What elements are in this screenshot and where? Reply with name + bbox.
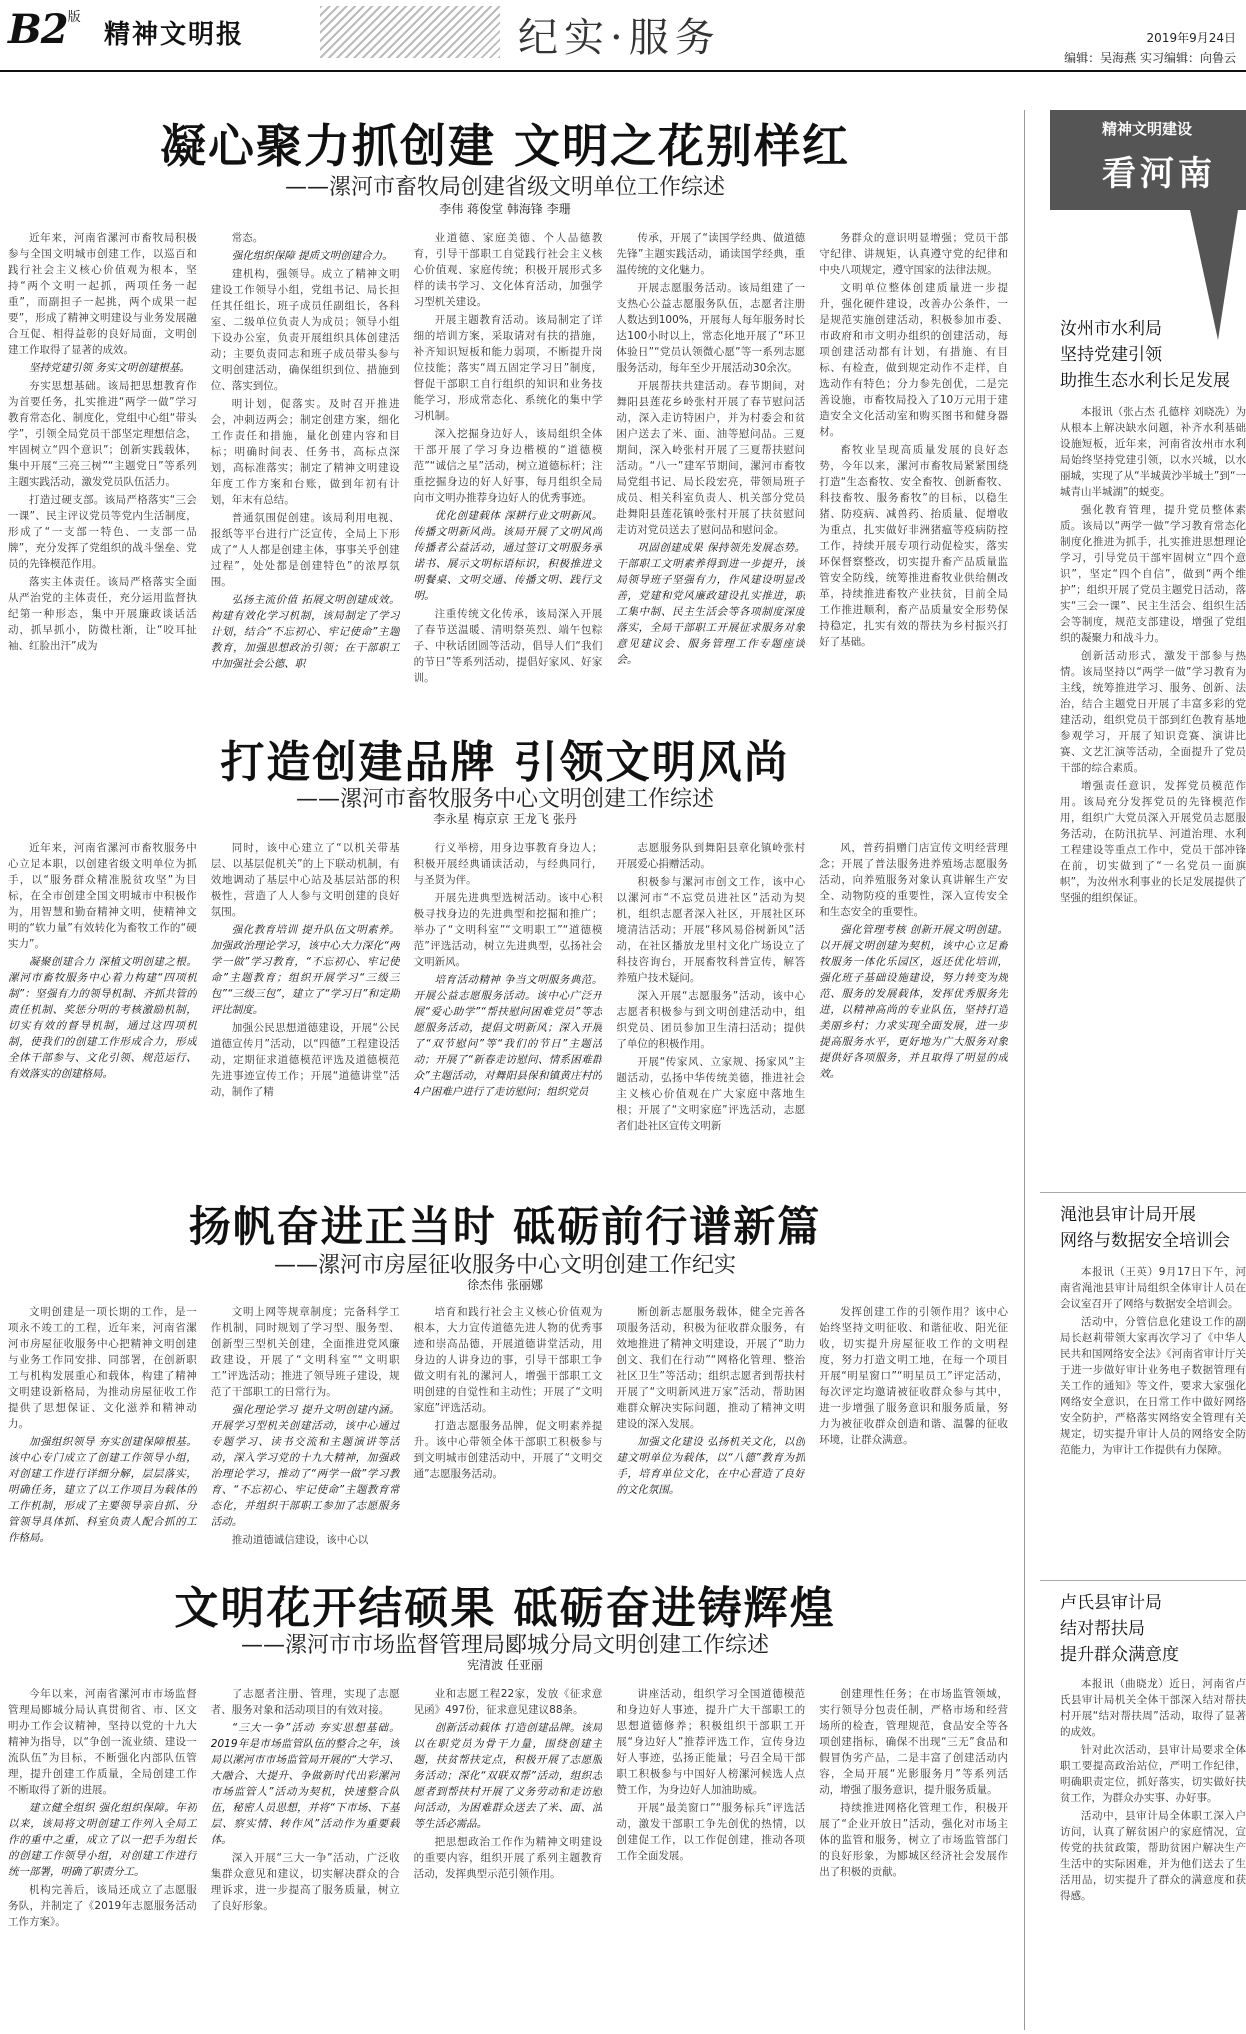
sidebar-divider <box>1024 110 1025 2030</box>
article-column: 断创新志愿服务载体，健全完善各项服务活动，积极为征收群众服务，有效地推进了精神文明建设，开展了“助力创文、我们在行动”“网格化管理、整治社区卫生”等活动；组织志愿者到帮扶村开展了“文明新风进万家”活动，帮助困难群众解决实际问题，推动了精神文明建设的深入发展。 加强文化建设 弘扬机关文化，以创建文明单位为载体，以“八德”教育为抓手，培育单位文化，在中心营造了良好的文化氛围。 <box>616 1306 806 1496</box>
sidebar-story-2-title: 渑池县审计局开展 网络与数据安全培训会 <box>1060 1205 1230 1251</box>
masthead-rule <box>0 70 1246 72</box>
article-column: 今年以来，河南省漯河市市场监督管理局郾城分局认真贯彻省、市、区文明办工作会议精神，坚持以党的十九大精神为指导，以“争创一流业绩、建设一流队伍”为目标，不断强化内部队伍管理，提升创建工作质量，全局创建工作不断取得了新的进展。 建立健全组织 强化组织保障。年初以来，该局将文明创建工作列入全局工作的重中之重，成立了以一把手为组长的创建工作领导小组，对创建工作进行统一部署，明确了职责分工。 机构完善后，该局还成立了志愿服务队，并制定了《2019年志愿服务活动工作方案》。 <box>8 1688 197 1928</box>
article-column: 行义举榜，用身边事教育身边人；积极开展经典诵读活动，与经典同行，与圣贤为伴。 开展先进典型选树活动。该中心积极寻找身边的先进典型和挖掘和推广；举办了“文明科室”“文明职工”“道德模范”评选活动，树立先进典型，弘扬社会文明新风。 培育活动精神 争当文明服务典范。开展公益志愿服务活动。该中心广泛开展“爱心助学”“帮扶慰问困难党员”等志愿服务活动，提倡文明新风；深入开展了“双节慰问”等“我们的节日”主题活动；开展了“新春走访慰问、情系困难群众”主题活动，对舞阳县保和镇黄庄村的4户困难户进行了走访慰问；组织党员 <box>413 842 603 1098</box>
article-column: 常态。 强化组织保障 提质文明创建合力。 建机构，强领导。成立了精神文明建设工作领导小组，党组书记、局长担任其任组长，班子成员任副组长，各科室、二级单位负责人为成员；领导小组下设办公室，负责开展组织具体创建活动；主要负责同志和班子成员带头参与文明创建活动，确保组织到位、措施到位、落实到位。 明计划，促落实。及时召开推进会，冲刺迈两会；制定创建方案，细化工作责任和措施，量化创建内容和目标；明确时间表、任务书，高标点深划，高标准落实；制定了精神文明建设年度工作方案和台账，做到年初有计划，年末有总结。 普通氛围促创建。该局利用电视、报纸等平台进行广泛宣传，全局上下形成了“人人都是创建主体，事事关乎创建过程”，处处都是创建特色”的浓厚氛围。 弘扬主流价值 拓展文明创建成效。构建有效化学习机制，该局制定了学习计划，结合“不忘初心、牢记使命”主题教育，加强思想政治引领；在干部职工中加强社会公德、职 <box>210 232 400 670</box>
article-column: 近年来，河南省漯河市畜牧服务中心立足本职，以创建省级文明单位为抓手，以“服务群众精准脱贫攻坚”为目标，在全市创建全国文明城市中积极作为，用智慧和勤奋精神文明，使精神文明的“软力量”有效转化为畜牧工作的“硬实力”。 凝聚创建合力 深植文明创建之根。漯河市畜牧服务中心着力构建“四项机制”：坚强有力的领导机制、齐抓共管的责任机制、奖惩分明的考核激励机制，切实有效的督导机制，通过这四项机制，使我们的创建工作形成合力，形成全体干部参与、文化引领、规范运行、有效落实的创建格局。 <box>8 842 197 1080</box>
hatch-decoration <box>320 6 500 58</box>
article-3-title: 扬帆奋进正当时 砥砺前行谱新篇 <box>188 1202 822 1251</box>
article-1-title: 凝心聚力抓创建 文明之花别样红 <box>159 119 850 173</box>
article-2-body <box>8 840 1008 1170</box>
article-column: 传承，开展了“读国学经典、做道德先锋”主题实践活动，诵读国学经典，重温传统的文化魅力。 开展志愿服务活动。该局组建了一支热心公益志愿服务队伍，志愿者注册人数达到100%，开展每人每年服务时长达100小时以上，常态化地开展了“环卫体验日”“党员认领微心愿”等一系列志愿服务活动，每年至少开展活动30余次。 开展帮扶共建活动。春节期间，对舞阳县莲花乡岭张村开展了春节慰问活动，深入走访特困户，并为村委会和贫困户送去了米、面、油等慰问品。三夏期间，深入岭张村开展了三夏帮扶慰问活动。“八一”建军节期间，漯河市畜牧局党组书记、局长段宏亮，带领局班子成员、相关科室负责人、机关部分党员赴舞阳县莲花镇岭张村开展了扶贫慰问走访对党员送去了慰问品和慰问金。 巩固创建成果 保持领先发展态势。干部职工文明素养得到进一步提升，该局领导班子坚强有力，作风建设明显改善，党建和党风廉政建设扎实推进，职工集中制、民主生活会等各项制度深度落实，全局干部职工开展征求服务对象意见建议会、服务管理工作专题座谈会。 <box>616 232 806 666</box>
article-4-byline: 宪清波 任亚丽 <box>467 1658 543 1672</box>
masthead <box>0 0 1246 72</box>
article-column: 务群众的意识明显增强；党员干部守纪律、讲规矩，认真遵守党的纪律和中央八项规定，遵守国家的法律法规。 文明单位整体创建质量进一步提升，强化硬件建设，改善办公条件，一是规范实施创建活动，积极参加市委、市政府和市文明办组织的创建活动，每项创建活动都有计划，有措施、有目标、有检查，做到规定动作不走样，自选动作有特色；分力参先创优，二是完善设施，市畜牧局投入了10万元用于建造安全文化活动室和购买图书和健身器材。 畜牧业呈现高质量发展的良好态势，今年以来，漯河市畜牧局紧紧围绕打造“生态畜牧、安全畜牧、创新畜牧、科技畜牧、服务畜牧”的目标，以稳生猪、防疫病、减兽药、抬质量、促增收为重点，扎实做好非洲猪瘟等疫病防控工作，持续开展专项行动促检实，落实环保督察整改，切实提升畜产品质量监管安全防线，统筹推进畜牧业供给侧改革，持续推进畜牧产业扶贫，目前全局工作推进顺利，畜产品质量安全形势保持稳定，扎实有效的帮扶为乡村振兴打好了基础。 <box>819 232 1008 648</box>
sidebar-tag-small: 精神文明建设 <box>1102 120 1193 138</box>
article-4-title: 文明花开结硕果 砥砺奋进铸辉煌 <box>174 1583 836 1634</box>
sidebar-separator <box>1040 1192 1246 1193</box>
page-number: $B2^版$ <box>8 6 80 53</box>
article-3-subtitle: ——漯河市房屋征收服务中心文明创建工作纪实 <box>273 1253 736 1278</box>
article-4-body <box>8 1686 1008 2026</box>
sidebar-story-3-body: 本报讯（曲晓龙）近日，河南省卢氏县审计局机关全体干部深入结对帮扶村开展“结对帮扶周”活动，取得了显著的成效。 针对此次活动，县审计局要求全体职工要提高政治站位，严明工作纪律，明确职责定位，抓好落实，切实做好扶贫工作，为群众办实事、办好事。 活动中，县审计局全体职工深入户访问，认真了解贫困户的家庭情况，宣传党的扶贫政策，帮助贫困户解决生产生活中的实际困难，并为他们送去了生活用品，切实提升了群众的满意度和获得感。 <box>1060 1678 1246 1902</box>
article-1-body <box>8 230 1008 700</box>
issue-date: 2019年9月24日 <box>1146 31 1236 45</box>
article-2-byline: 李永星 梅京京 王龙飞 张丹 <box>433 812 577 826</box>
newspaper-logo: 精神文明报 <box>104 20 245 50</box>
article-3-byline: 徐杰伟 张丽娜 <box>467 1278 543 1292</box>
section-title: 纪实·服务 <box>518 15 721 61</box>
article-1-subtitle: ——漯河市畜牧局创建省级文明单位工作综述 <box>284 175 725 200</box>
article-3-body <box>8 1304 1008 1554</box>
article-column: 业和志愿工程22家，发放《征求意见函》497份，征求意见建议88条。 创新活动载体 打造创建品牌。该局以在职党员为骨干力量，围绕创建主题，扶贫帮扶定点，积极开展了志愿服务活动；深化“双联双帮”活动，组织志愿者到帮扶村开展了义务劳动和走访慰问活动，为困难群众送去了米、面、油等生活必需品。 把思想政治工作作为精神文明建设的重要内容，组织开展了系列主题教育活动，发挥典型示范引领作用。 <box>413 1688 603 1880</box>
sidebar-tag-large: 看河南 <box>1102 154 1216 194</box>
article-column: 培育和践行社会主义核心价值观为根本，大力宣传道德先进人物的优秀事迹和崇高品德，开展道德讲堂活动，用身边的人讲身边的事，引导干部职工争做文明有礼的漯河人，增强干部职工文明创建的自觉性和主动性；开展了“文明家庭”评选活动。 打造志愿服务品牌，促文明素养提升。该中心带领全体干部职工积极参与到文明城市创建活动中，开展了“文明交通”志愿服务活动。 <box>413 1306 603 1480</box>
article-column: 志愿服务队到舞阳县章化镇岭张村开展爱心捐赠活动。 积极参与漯河市创文工作，该中心以漯河市“不忘党员进社区”活动为契机，组织志愿者深入社区，开展社区环境清洁活动；开展“移风易俗树新风”活动，在社区播放龙里村文化广场设立了科技咨询台，开展畜牧科普宣传，解答养殖户技术疑问。 深入开展“志愿服务”活动，该中心志愿者积极参与到文明创建活动中，组织党员、团员参加卫生清扫活动；提供了单位的积极作用。 开展“传家风、立家规、扬家风”主题活动，弘扬中华传统美德，推进社会主义核心价值观在广大家庭中落地生根；开展了“文明家庭”评选活动，志愿者们赴社区宣传文明新 <box>616 842 806 1132</box>
sidebar-separator <box>1040 1580 1246 1581</box>
sidebar-story-1-body: 本报讯（张占杰 孔德梓 刘晓冼）为从根本上解决缺水问题，补齐水利基础设施短板，近年来，河南省汝州市水利局始终坚持党建引领，以水兴城，以水丽城，实现了从“半城黄沙半城土”到“一城青山半城湖”的蜕变。 强化教育管理，提升党员整体素质。该局以“两学一做”学习教育常态化制度化推进为抓手，扎实推进思想理论学习，引导党员干部牢固树立“四个意识”，坚定“四个自信”，做到“两个维护”；组织开展了党员主题党日活动，落实“三会一课”、民主生活会、组织生活会等制度，规范支部建设，增强了党组织的凝聚力和战斗力。 创新活动形式，激发干部参与热情。该局坚持以“两学一做”学习教育为主线，统筹推进学习、服务、创新、法治，结合主题党日开展了丰富多彩的党建活动，组织党员干部到红色教育基地参观学习，开展了知识竞赛、演讲比赛、文艺汇演等活动，全面提升了党员干部的综合素质。 增强责任意识，发挥党员模范作用。该局充分发挥党员的先锋模范作用，组织广大党员深入开展党员志愿服务活动，在防汛抗旱、河道治理、水利工程建设等重点工作中，党员干部冲锋在前，切实做到了“一名党员一面旗帜”，为汝州水利事业的长足发展提供了坚强的组织保证。 <box>1060 406 1246 904</box>
article-2-subtitle: ——漯河市畜牧服务中心文明创建工作综述 <box>295 787 714 812</box>
editor-credit: 编辑：吴海燕 实习编辑：向鲁云 <box>1064 51 1236 65</box>
article-column: 业道德、家庭美德、个人品德教育，引导干部职工自觉践行社会主义核心价值观、家庭传统；积极开展形式多样的读书学习、文化体育活动，加强学习型机关建设。 开展主题教育活动。该局制定了详细的培训方案，采取请对有扶的措施，补齐知识短板和能力弱项，不断提升岗位技能；落实“周五固定学习日”制度，督促干部职工自行组织的知识和业务技能学习，形成常态化、系统化的集中学习机制。 深入挖掘身边好人，该局组织全体干部开展了学习身边楷模的“道德模范”“诚信之星”活动，树立道德标杆；注重挖掘身边的好人好事，每月组织全局向市文明办推荐身边好人的优秀事迹。 优化创建载体 深耕行业文明新风。传播文明新风尚。该局开展了文明风尚传播者公益活动，通过签订文明服务承诺书、展示文明标语标识，积极推进文明餐桌、文明交通、传播文明、践行文明。 注重传统文化传承，该局深入开展了春节送温暖、清明祭英烈、端午包粽子、中秋话团圆等活动，倡导人们“我们的节日”等系列活动，提倡好家风、好家训。 <box>413 232 603 684</box>
article-column: 风，普药捐赠门店宣传文明经营理念；开展了普法服务进养殖场志愿服务活动，向养殖服务对象认真讲解生产安全、动物防疫的重要性，深入宣传安全和生态安全的重要性。 强化管理考核 创新开展文明创建。以开展文明创建为契机，该中心立足畜牧服务一体化乐园区，返还优化培训，强化班子基础设施建设，努力转变为规范、服务的发展载体，发挥优秀服务先进，以精神高尚的专业队伍，坚持打造美丽乡村；力求实现全面发展，进一步提高服务水平，更好地为广大服务对象提供好各项服务，并且取得了明显的成效。 <box>819 842 1008 1080</box>
article-column: 了志愿者注册、管理，实现了志愿者、服务对象和活动项目的有效对接。 “三大一争”活动 夯实思想基础。2019年是市场监管队伍的整合之年，该局以漯河市市场监管局开展的“大学习、大融合、大提升、争做新时代出彩漯河市场监管人”活动为契机，快速整合队伍，秘密人员思想，并将“下市场、下基层、察实情、转作风”活动作为重要载体。 深入开展“三大一争”活动，广泛收集群众意见和建议，切实解决群众的合理诉求，进一步提高了服务质量，树立了良好形象。 <box>210 1688 400 1912</box>
article-1-byline: 李伟 蒋俊堂 韩海锋 李珊 <box>439 202 571 216</box>
sidebar-tag <box>1050 110 1246 210</box>
article-column: 同时，该中心建立了“以机关带基层、以基层促机关”的上下联动机制，有效地调动了基层中心站及基层站部的积极性，营造了人人参与文明创建的良好氛围。 强化教育培训 提升队伍文明素养。加强政治理论学习，该中心大力深化“两学一做”学习教育，“不忘初心、牢记使命”主题教育；组织开展学习“三级三包”“三级三包”，建立了“学习日”和定期评比制度。 加强公民思想道德建设，开展“公民道德宣传月”活动，以“四德”工程建设活动，定期征求道德模范评选及道德模范先进事迹宣传工作；开展“道德讲堂”活动，制作了精 <box>210 842 400 1098</box>
article-column: 创建理性任务；在市场监管领域，实行领导分包责任制，严格市场和经营场所的检查，管理规范，食品安全等各项创建指标，确保不出现“三无”食品和假冒伪劣产品，二是丰富了创建活动内容，全局开展“光影服务月”等系列活动，增强了服务意识，提升服务质量。 持续推进网格化管理工作，积极开展了“企业开放日”活动，强化对市场主体的监管和服务，树立了市场监管部门的良好形象，为郾城区经济社会发展作出了积极的贡献。 <box>819 1688 1008 1878</box>
article-column: 文明上网等规章制度；完备科学工作机制，同时规划了学习型、服务型、创新型三型机关创建，全面推进党风廉政建设，开展了“文明科室”“文明职工”评选活动；推进了领导班子建设，规范了干部职工的日常行为。 强化理论学习 提升文明创建内涵。开展学习型机关创建活动，该中心通过专题学习、读书交流和主题演讲等活动，深入学习党的十九大精神，加强政治理论学习，推动了“两学一做”学习教育、“不忘初心、牢记使命”主题教育常态化，并组织干部职工参加了志愿服务活动。 推动道德诚信建设，该中心以 <box>210 1306 400 1546</box>
sidebar-story-3-title: 卢氏县审计局 结对帮扶局 提升群众满意度 <box>1060 1593 1179 1665</box>
masthead-meta <box>1064 28 1236 68</box>
article-4-subtitle: ——漯河市市场监督管理局郾城分局文明创建工作综述 <box>240 1633 769 1658</box>
article-column: 发挥创建工作的引领作用？该中心始终坚持文明征收、和谐征收、阳光征收，切实提升房屋征收工作的文明程度，努力打造文明工地，在每一个项目开展“明星窗口”“明星员工”评定活动，每次评定均邀请被征收群众参与其中，进一步增强了服务意识和服务质量，努力为被征收群众创造和谐、温馨的征收环境，让群众满意。 <box>819 1306 1008 1446</box>
sidebar-story-2-body: 本报讯（王英）9月17日下午，河南省渑池县审计局组织全体审计人员在会议室召开了网络与数据安全培训会。 活动中，分管信息化建设工作的副局长赵莉带领大家再次学习了《中华人民共和国网络安全法》《河南省审计厅关于进一步做好审计业务电子数据管理有关工作的通知》等文件，要求大家强化网络安全意识，在日常工作中做好网络安全防护，严格落实网络安全管理有关规定，切实提升审计人员的网络安全防范能力，为审计工作提供有力保障。 <box>1060 1266 1246 1456</box>
article-column: 文明创建是一项长期的工作，是一项永不竣工的工程，近年来，河南省漯河市房屋征收服务中心把精神文明创建与业务工作同安排、同部署，在创新职工与机构发展重心和载体，构建了精神文明建设新格局，为推动房屋征收工作提供了思想保证、文化滋养和精神动力。 加强组织领导 夯实创建保障根基。该中心专门成立了创建工作领导小组，对创建工作进行详细分解，层层落实，明确任务，建立了以工作项目为载体的工作机制，形成了主要领导亲自抓、分管领导具体抓、科室负责人配合抓的工作格局。 <box>8 1306 197 1544</box>
article-2-title: 打造创建品牌 引领文明风尚 <box>220 737 790 788</box>
article-column: 近年来，河南省漯河市畜牧局积极参与全国文明城市创建工作，以巡百和践行社会主义核心价值观为根本，坚持“两个文明一起抓，两项任务一起重”，而副担子一起挑，两个成果一起要”，形成了精神文明建设与业务发展融合互促、相得益彰的良好局面，文明创建工作取得了显著的成效。 坚持党建引领 务实文明创建根基。 夯实思想基础。该局把思想教育作为首要任务，扎实推进“两学一做”学习教育常态化、制度化，党组中心组“带头学”，引领全局党员干部坚定理想信念，牢固树立“四个意识”；创新实践载体，集中开展“三亮三树”“主题党日”等系列主题实践活动，激发党员队伍活力。 打造过硬支部。该局严格落实“三会一课”、民主评议党员等党内生活制度，形成了“一支部一特色、一支部一品牌”，充分发挥了党组织的战斗堡垒、党员的先锋模范作用。 落实主体责任。该局严格落实全面从严治党的主体责任，充分运用监督执纪第一种形态，集中开展廉政谈话活动，抓早抓小，防微杜渐，让“咬耳扯袖、红脸出汗”成为 <box>8 232 197 652</box>
sidebar-story-1-title: 汝州市水利局 坚持党建引领 助推生态水利长足发展 <box>1060 319 1230 391</box>
article-column: 讲座活动，组织学习全国道德模范和身边好人事迹，提升广大干部职工的思想道德修养；积极组织干部职工开展“身边好人”推荐评选工作，宣传身边好人事迹，弘扬正能量；号召全局干部职工积极参与中国好人榜漯河候选人点赞工作，为身边好人加油助威。 开展“最美窗口”“服务标兵”评选活动，激发干部职工争先创优的热情，以创建促工作，以工作促创建，推动各项工作全面发展。 <box>616 1688 806 1862</box>
